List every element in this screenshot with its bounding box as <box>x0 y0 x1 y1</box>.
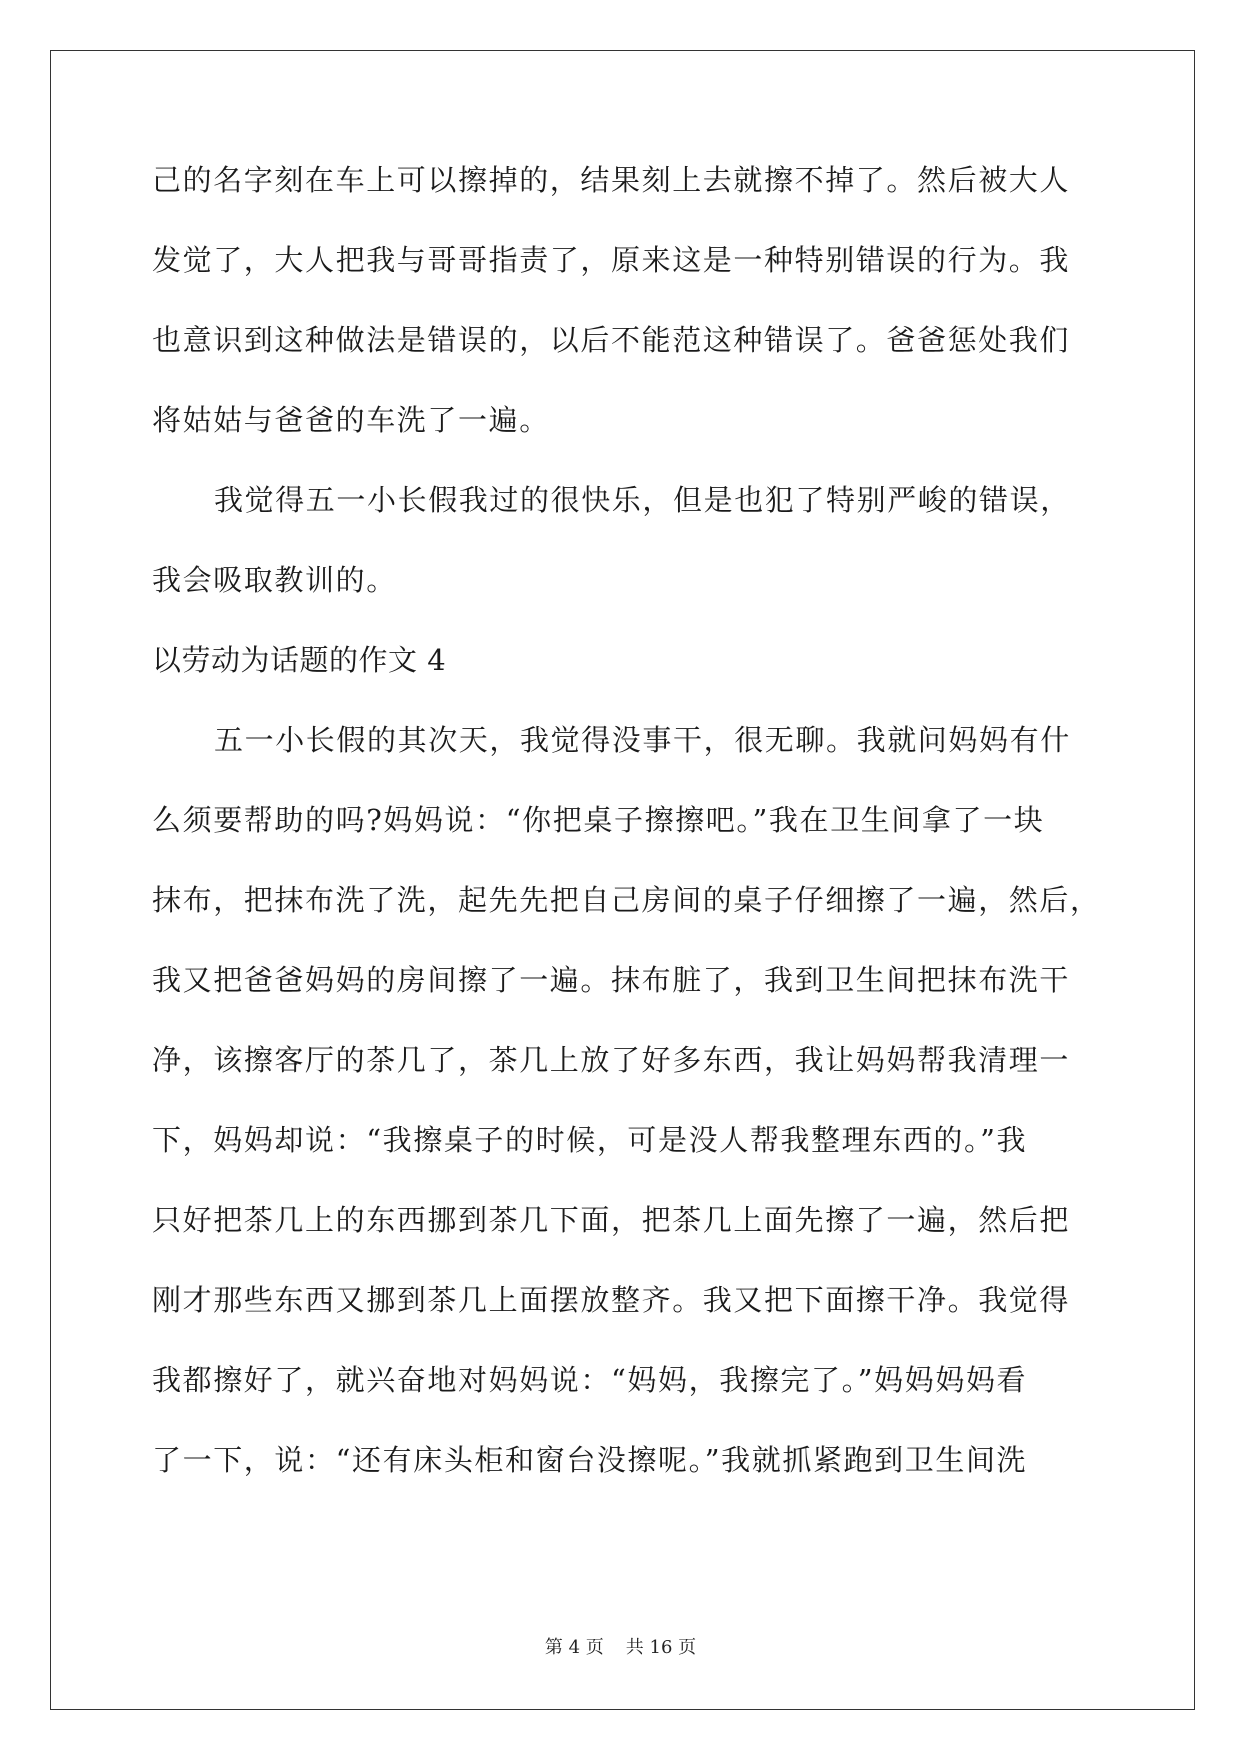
page-footer <box>0 1636 1241 1660</box>
section-heading: 以劳动为话题的作文 4 <box>152 643 447 677</box>
text-line: 净，该擦客厅的茶几了，茶几上放了好多东西，我让妈妈帮我清理一 <box>152 1043 1071 1077</box>
text-line: 我都擦好了，就兴奋地对妈妈说：“妈妈，我擦完了。”妈妈妈妈看 <box>152 1363 1028 1397</box>
paragraph-start-line: 我觉得五一小长假我过的很快乐，但是也犯了特别严峻的错误， <box>214 483 1071 517</box>
paragraph-start-line: 五一小长假的其次天，我觉得没事干，很无聊。我就问妈妈有什 <box>214 723 1071 757</box>
text-line: 将姑姑与爸爸的车洗了一遍。 <box>152 403 550 437</box>
text-line: 己的名字刻在车上可以擦掉的，结果刻上去就擦不掉了。然后被大人 <box>152 163 1071 197</box>
text-line: 了一下，说：“还有床头柜和窗台没擦呢。”我就抓紧跑到卫生间洗 <box>152 1443 1028 1477</box>
page-number: 第 4 页 <box>544 1637 604 1658</box>
text-line: 抹布，把抹布洗了洗，起先先把自己房间的桌子仔细擦了一遍，然后， <box>152 883 1101 917</box>
text-line: 也意识到这种做法是错误的，以后不能范这种错误了。爸爸惩处我们 <box>152 323 1071 357</box>
text-line: 么须要帮助的吗?妈妈说：“你把桌子擦擦吧。”我在卫生间拿了一块 <box>152 803 1045 837</box>
document-body <box>152 160 1101 1520</box>
text-line: 下，妈妈却说：“我擦桌子的时候，可是没人帮我整理东西的。”我 <box>152 1123 1028 1157</box>
page-total: 共 16 页 <box>625 1637 697 1658</box>
text-line: 发觉了，大人把我与哥哥指责了，原来这是一种特别错误的行为。我 <box>152 243 1071 277</box>
text-line: 我会吸取教训的。 <box>152 563 397 597</box>
text-line: 刚才那些东西又挪到茶几上面摆放整齐。我又把下面擦干净。我觉得 <box>152 1283 1071 1317</box>
text-line: 只好把茶几上的东西挪到茶几下面，把茶几上面先擦了一遍，然后把 <box>152 1203 1071 1237</box>
text-line: 我又把爸爸妈妈的房间擦了一遍。抹布脏了，我到卫生间把抹布洗干 <box>152 963 1071 997</box>
